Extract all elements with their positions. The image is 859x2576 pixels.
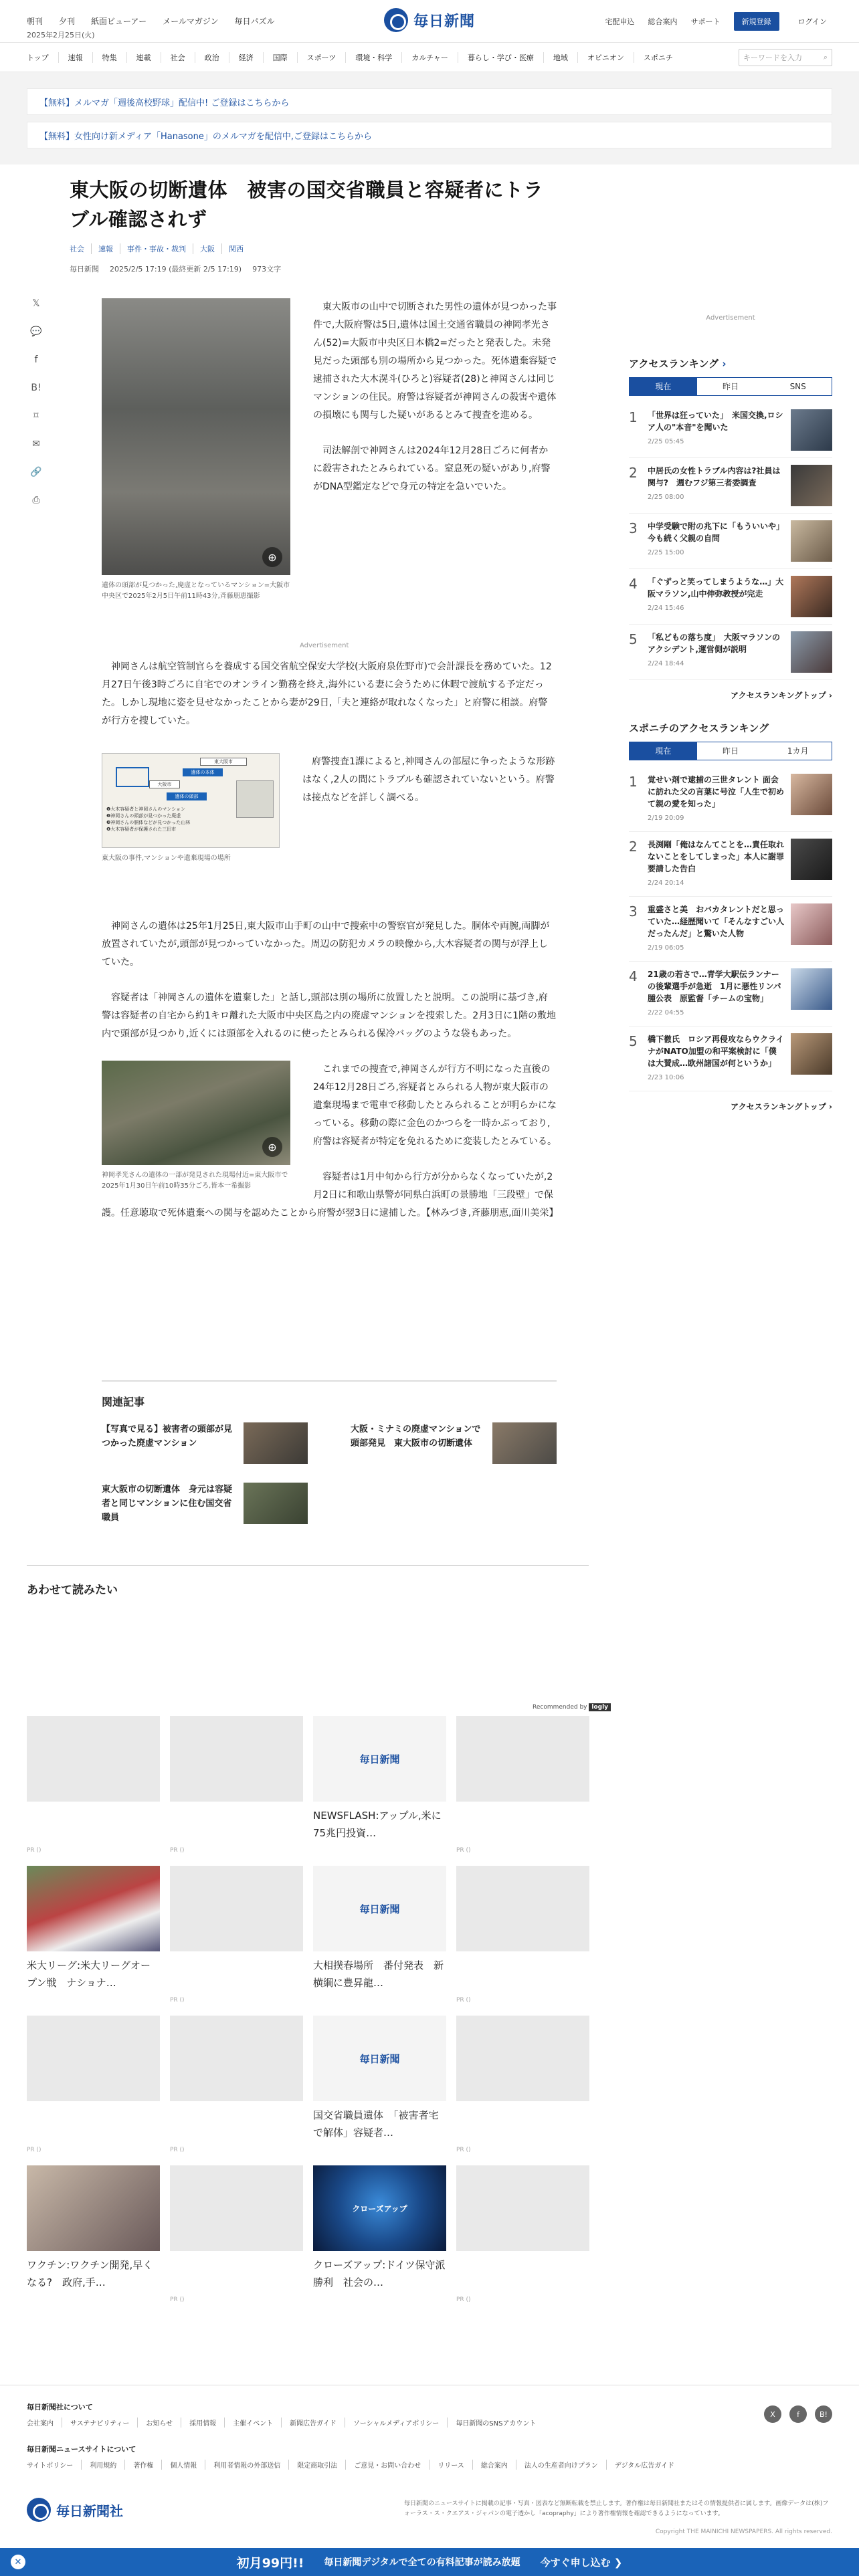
recommend-card[interactable] (313, 1716, 446, 1854)
map-legend-1: ❶大木容疑者と神岡さんのマンション (106, 807, 185, 812)
x-share-icon[interactable]: 𝕏 (32, 298, 40, 309)
photo-caption-2: 神岡孝光さんの遺体の一部が発見された現場付近=東大阪市で2025年1月30日午前10時35分ごろ,皆本一希撮影 (102, 1172, 288, 1190)
photo-caption-1: 遺体の頭部が見つかった,廃虚となっているマンション=大阪市中央区で2025年2月5日午前11時43分,斉藤朋恵撮影 (102, 582, 290, 600)
link-evening[interactable]: 夕刊 (59, 17, 76, 26)
link-puzzle[interactable]: 毎日パズル (234, 17, 275, 26)
rank-number: 5 (629, 631, 638, 647)
footer-link[interactable]: ご意見・お問い合わせ (346, 2460, 430, 2470)
footer-note: 毎日新聞のニュースサイトに掲載の記事・写真・図表など無断転載を禁止します。著作権は毎日新聞社またはその情報提供者に属します。画像データは(株)フォーラス・ス・クエアス・ジャパンの電子透かし「acopraphy」により著作権情報を確認できるようになっています。 (404, 2500, 829, 2517)
footer-link[interactable]: サイトポリシー (27, 2460, 82, 2470)
card-pr: PR () (170, 1997, 185, 2004)
card-caption: 米大リーグ:米大リーグオープン戦 ナショナ… (27, 1959, 151, 1989)
logly-logo-icon: logly (589, 1703, 611, 1711)
ranking-item[interactable] (629, 403, 832, 458)
rank-number: 2 (629, 465, 638, 481)
recommend-card[interactable] (456, 2165, 589, 2303)
recommend-card[interactable] (313, 2016, 446, 2153)
copyright: Copyright THE MAINICHI NEWSPAPERS. All rights reserved. (655, 2529, 832, 2535)
paragraph-1: 東大阪市の山中で切断された男性の遺体が見つかった事件で,大阪府警は5日,遺体は国土交通省職員の神岡孝光さん(52)=大阪市中央区日本橋2=だったと発表した。未発見だった頭部も別の場所から見つかった。死体遺棄容疑で逮捕された大木滉斗(ひろと)容疑者(28)と神岡さんは同じマンションの住民。府警は容疑者が神岡さんの殺害や遺体の損壊にも関与した疑いがあるとみて捜査を進める。 (313, 302, 557, 421)
promo-link-baseball[interactable]: 【無料】メルマガ「週後高校野球」配信中! ご登録はこちらから (27, 88, 832, 115)
card-image (27, 1866, 160, 1951)
footer-link[interactable]: 限定商取引法 (289, 2460, 346, 2470)
link-mail[interactable]: メールマガジン (163, 17, 219, 26)
card-image (313, 1716, 446, 1802)
recommend-card[interactable] (27, 1866, 160, 2004)
search-box[interactable] (739, 49, 832, 66)
rank-thumbnail (791, 903, 832, 945)
header-right-links (605, 12, 832, 31)
ranking-more-label: アクセスランキングトップ (730, 691, 826, 700)
logo-mark-icon (384, 8, 408, 32)
nav-international[interactable]: 国際 (264, 52, 298, 63)
nav-society[interactable]: 社会 (161, 52, 195, 63)
paragraph-2: 司法解剖で神岡さんは2024年12月28日ごろに何者かに殺害されたとみられている。窒息死の疑いがあり,府警がDNA型鑑定などで身元の特定を急いでいた。 (313, 445, 551, 492)
tab-sns[interactable]: SNS (789, 382, 806, 391)
related-item-title: 大阪・ミナミの廃虚マンションで頭部発見 東大阪市の切断遺体 (351, 1424, 481, 1448)
rank-number: 4 (629, 576, 638, 592)
footer-social (764, 2405, 832, 2423)
ranking-tabs (629, 377, 832, 396)
footer-link[interactable]: リリース (430, 2460, 473, 2470)
card-caption (456, 1957, 589, 1992)
article-title: 東大阪の切断遺体 被害の国交省職員と容疑者にトラブル確認されず (70, 179, 544, 231)
facebook-icon[interactable]: f (789, 2405, 807, 2423)
nav-breaking[interactable]: 速報 (59, 52, 93, 63)
nav-economy[interactable]: 経済 (229, 52, 264, 63)
card-caption: 大相撲春場所 番付発表 新横綱に豊昇龍… (313, 1959, 444, 1989)
card-pr: PR () (456, 1847, 471, 1854)
article-body-1 (102, 298, 557, 609)
recommend-title: あわせて読みたい (27, 1584, 118, 1597)
article-tags (70, 243, 558, 254)
card-image (313, 2165, 446, 2251)
rank-number: 4 (629, 968, 638, 984)
card-caption (27, 2107, 160, 2141)
sponichi-tabs (629, 742, 832, 760)
print-icon[interactable]: ⎙ (32, 495, 40, 506)
map-label-higashiosaka: 東大阪市 (200, 758, 247, 766)
link-copy-icon[interactable]: 🔗 (30, 467, 42, 477)
rank-title: 「私どもの落ち度」 大阪マラソンのアクシデント,運営側が説明 (648, 633, 781, 654)
card-caption (456, 2107, 589, 2141)
x-icon[interactable]: X (764, 2405, 781, 2423)
nav-series[interactable]: 連載 (127, 52, 161, 63)
article-header (70, 175, 558, 274)
rank-title: 21歳の若さで…青学大駅伝ランナーの後輩選手が急逝 1月に悪性リンパ腫公表 原監督「チームの宝物」 (648, 970, 781, 1003)
card-image (170, 1716, 303, 1802)
photo-figure-2 (102, 1061, 290, 1192)
sponichi-more-link[interactable] (629, 1101, 832, 1112)
banner-price: 初月99円!! (236, 2555, 304, 2571)
link-viewer[interactable]: 紙面ビューアー (91, 17, 147, 26)
footer-link[interactable]: 新聞広告ガイド (282, 2418, 345, 2428)
rank-time: 2/22 04:55 (648, 1009, 684, 1016)
recommend-card[interactable] (170, 1716, 303, 1854)
sidebar-ad-label: Advertisement (706, 314, 755, 322)
card-pr: PR () (27, 1847, 41, 1854)
ad-label-1: Advertisement (300, 642, 349, 649)
nav-politics[interactable]: 政治 (195, 52, 229, 63)
ranking-item[interactable] (629, 767, 832, 832)
ranking-heading[interactable] (629, 356, 832, 370)
paragraph-4: 府警捜査1課によると,神岡さんの部屋に争ったような形跡はなく,2人の間にトラブルも確認されていないという。府警は接点などを詳しく調べる。 (302, 756, 555, 803)
current-date: 2025年2月25日(火) (27, 31, 95, 39)
card-caption: クローズアップ:ドイツ保守派勝利 社会の… (313, 2259, 446, 2288)
nav-sports[interactable]: スポーツ (298, 52, 347, 63)
search-icon[interactable]: ⌕ (823, 52, 828, 62)
footer-site-links (27, 2460, 859, 2470)
card-image (27, 2165, 160, 2251)
rank-thumbnail (791, 631, 832, 673)
tab-now[interactable]: 現在 (630, 378, 697, 395)
recommend-section (27, 1565, 589, 1597)
related-item-title: 東大阪市の切断遺体 身元は容疑者と同じマンションに住む国交省職員 (102, 1485, 233, 1523)
rank-title: 「ぐずっと笑ってしまうような…」大阪マラソン,山中伸弥教授が完走 (648, 577, 784, 599)
footer-link[interactable]: 利用者情報の外部送信 (205, 2460, 289, 2470)
footer-link[interactable]: 毎日新聞のSNSアカウント (456, 2420, 537, 2428)
sidebar (629, 314, 832, 1132)
ranking-title: アクセスランキング (629, 358, 719, 370)
map-legend (106, 806, 276, 833)
card-pr: PR () (170, 2296, 185, 2303)
rank-thumbnail (791, 465, 832, 506)
card-caption: ワクチン:ワクチン開発,早くなる? 政府,手… (27, 2259, 153, 2288)
rank-time: 2/23 10:06 (648, 1074, 684, 1081)
recommend-card[interactable] (456, 2016, 589, 2153)
recommend-card[interactable] (456, 1866, 589, 2004)
mainichi-logo-icon: 毎日新聞 (359, 1903, 400, 1915)
related-title: 関連記事 (102, 1396, 145, 1408)
mainichi-logo-icon: 毎日新聞 (359, 1753, 400, 1765)
recommend-card[interactable] (456, 1716, 589, 1854)
recommend-card[interactable] (27, 2165, 160, 2303)
rank-number: 3 (629, 520, 638, 536)
login-button[interactable]: ログイン (797, 17, 827, 26)
ranking-item[interactable] (629, 962, 832, 1027)
map-figure (102, 753, 280, 864)
footer-link[interactable]: ソーシャルメディアポリシー (345, 2418, 448, 2428)
recommend-card[interactable] (170, 1866, 303, 2004)
comment-icon[interactable]: 💬 (30, 326, 42, 337)
related-thumbnail (244, 1483, 308, 1524)
related-articles (102, 1380, 557, 1525)
rank-thumbnail (791, 968, 832, 1010)
related-thumbnail (492, 1422, 557, 1464)
promo-area (0, 72, 859, 165)
card-image (313, 1866, 446, 1951)
footer-about-title: 毎日新聞社について (27, 2403, 93, 2411)
card-image (170, 1866, 303, 1951)
card-pr: PR () (170, 2147, 185, 2153)
nav-opinion[interactable]: オピニオン (578, 52, 634, 63)
tag-society[interactable]: 社会 (70, 243, 92, 254)
chevron-right-icon: › (829, 691, 832, 700)
main-nav (0, 43, 859, 72)
card-image (27, 2016, 160, 2101)
logo-text: 毎日新聞 (413, 12, 476, 30)
rank-time: 2/24 18:44 (648, 660, 684, 667)
recommend-card[interactable] (27, 1716, 160, 1854)
card-image (170, 2016, 303, 2101)
card-pr: PR () (170, 1847, 185, 1854)
rank-time: 2/19 20:09 (648, 815, 684, 822)
recommend-card[interactable] (313, 1866, 446, 2004)
recommend-card[interactable] (27, 2016, 160, 2153)
sponichi-ranking-heading[interactable] (629, 721, 832, 735)
zoom-icon[interactable]: ⊕ (262, 547, 282, 567)
paragraph-7: これまでの捜査で,神岡さんが行方不明になった直後の24年12月28日ごろ,容疑者とみられる人物が東大阪市の遺棄現場まで電車で移動したとみられることが明らかになっている。移動の際に金色のかつらを一時かぶっており,府警は容疑者が特定を免れるために変装したとみている。 (313, 1064, 557, 1147)
rank-thumbnail (791, 839, 832, 880)
ranking-item[interactable] (629, 897, 832, 962)
rank-time: 2/19 06:05 (648, 944, 684, 952)
article-char-count: 973文字 (252, 265, 282, 274)
map-inset-frame (116, 767, 149, 787)
article-photo-mansion[interactable] (102, 298, 290, 575)
rank-title: 長渕剛「俺はなんてことを…責任取れないことをしてしまった」本人に謝罪要請した告白 (648, 840, 785, 873)
top-links (27, 15, 275, 27)
ranking-item[interactable] (629, 1027, 832, 1091)
rank-number: 1 (629, 774, 638, 790)
recommend-grid (27, 1716, 589, 2303)
close-icon[interactable]: ✕ (11, 2555, 25, 2569)
tab-yesterday[interactable]: 昨日 (723, 382, 739, 391)
ranking-list (629, 403, 832, 680)
footer-logo[interactable] (27, 2498, 123, 2522)
tag-kansai[interactable]: 関西 (229, 245, 244, 253)
card-pr: PR () (456, 2296, 471, 2303)
nav-culture[interactable]: カルチャー (402, 52, 458, 63)
related-thumbnail (244, 1422, 308, 1464)
tab-month[interactable]: 1カ月 (787, 746, 809, 756)
recommend-card[interactable] (170, 2165, 303, 2303)
bookmark-icon[interactable]: ⌑ (33, 411, 39, 421)
rank-title: 覚せい剤で逮捕の三世タレント 面会に訪れた父の言葉に号泣「人生で初めて親の愛を知った」 (648, 775, 785, 809)
top-bar (0, 0, 859, 43)
nav-life[interactable]: 暮らし・学び・医療 (458, 52, 544, 63)
hatena-icon[interactable]: B! (31, 383, 41, 393)
rank-time: 2/24 20:14 (648, 879, 684, 887)
rank-thumbnail (791, 1033, 832, 1075)
card-image (456, 1866, 589, 1951)
card-caption (456, 2256, 589, 2291)
footer-about-links (27, 2418, 859, 2428)
map-label-body: 遺体の本体 (183, 768, 223, 776)
rank-title: 橋下徹氏 ロシア再侵攻ならウクライナがNATO加盟の和平案検討に「僕は大賛成…欧州諸国が何というか」 (648, 1035, 784, 1068)
link-support[interactable]: サポート (690, 17, 721, 26)
card-caption: 国交省職員遺体 「被害者宅で解体」容疑者… (313, 2109, 439, 2139)
related-item-title: 【写真で見る】被害者の頭部が見つかった廃虚マンション (102, 1424, 233, 1448)
card-image (456, 2016, 589, 2101)
map-label-osaka: 大阪市 (149, 780, 180, 788)
footer-link[interactable]: 利用規約 (82, 2460, 125, 2470)
site-logo[interactable] (384, 8, 475, 32)
ranking-item[interactable] (629, 514, 832, 569)
rank-title: 重盛さと美 おバカタレントだと思っていた…経歴聞いて「そんなすごい人だったんだ」と驚いた人物 (648, 905, 785, 938)
banner-message: 毎日新聞デジタルで全ての有料記事が読み放題 (324, 2557, 520, 2568)
card-caption (170, 2256, 303, 2291)
ranking-more-link[interactable] (629, 689, 832, 701)
subscribe-banner[interactable] (0, 2548, 859, 2576)
rank-title: 中居氏の女性トラブル内容は?社員は関与? 週むフジ第三者委調査 (648, 466, 781, 488)
ranking-item[interactable] (629, 625, 832, 680)
link-delivery[interactable]: 宅配申込 (605, 17, 635, 26)
article-source: 毎日新聞 (70, 265, 99, 274)
case-map[interactable] (102, 753, 280, 848)
footer-link[interactable]: 法人の生産者向けプラン (516, 2460, 607, 2470)
link-morning[interactable]: 朝刊 (27, 17, 43, 26)
footer-link[interactable]: 個人情報 (162, 2460, 205, 2470)
paragraph-6: 容疑者は「神岡さんの遺体を遺棄した」と話し,頭部は別の場所に放置したと説明。この説明に基づき,府警は容疑者の自宅から約1キロ離れた大阪市中央区島之内の廃虚マンションを捜索した。2月3日に1階の敷地内で頭部が見つかり,近くには頭部を入れるのに使ったとみられる保冷バッグのような袋もあった。 (102, 992, 556, 1039)
rank-thumbnail (791, 520, 832, 562)
footer-company-name: 毎日新聞社 (56, 2502, 123, 2519)
zoom-icon[interactable]: ⊕ (262, 1137, 282, 1157)
facebook-icon[interactable]: f (34, 354, 38, 365)
related-item[interactable] (351, 1422, 557, 1464)
nav-top[interactable]: トップ (27, 52, 59, 63)
logo-mark-icon (27, 2498, 51, 2522)
rank-time: 2/25 15:00 (648, 549, 684, 556)
rank-thumbnail (791, 774, 832, 815)
card-image (27, 1716, 160, 1802)
rank-number: 5 (629, 1033, 638, 1049)
related-item[interactable] (102, 1422, 308, 1464)
ranking-item[interactable] (629, 832, 832, 897)
card-image (456, 1716, 589, 1802)
ranking-item[interactable] (629, 458, 832, 514)
mainichi-logo-icon: 毎日新聞 (359, 2052, 400, 2065)
map-label-head: 遺体の頭部 (167, 792, 207, 800)
map-legend-2: ❷神岡さんの頭部が見つかった廃虚 (106, 813, 181, 819)
ranking-item[interactable] (629, 569, 832, 625)
nav-science[interactable]: 環境・科学 (346, 52, 402, 63)
card-pr: PR () (27, 2147, 41, 2153)
card-image (456, 2165, 589, 2251)
card-caption (170, 1807, 303, 1842)
card-image (313, 2016, 446, 2101)
photo-figure-1 (102, 298, 290, 602)
tab-now[interactable]: 現在 (630, 742, 697, 760)
footer-link[interactable]: サステナビリティー (62, 2418, 138, 2428)
nav-region[interactable]: 地域 (544, 52, 578, 63)
card-caption (170, 1957, 303, 1992)
recommended-by[interactable] (533, 1704, 611, 1711)
card-caption (456, 1807, 589, 1842)
paragraph-3: 神岡さんは航空管制官らを養成する国交省航空保安大学校(大阪府泉佐野市)で会計課長を務めていた。12月27日午後3時ごろに自宅でのオンライン勤務を終え,海外にいる妻に会うために休暇で渡航する予定だった。しかし現地に姿を見せなかったことから妻が29日,「夫と連絡が取れなくなった」と府警に相談。府警が行方を捜していた。 (102, 661, 552, 726)
chevron-right-icon: › (722, 358, 727, 370)
rank-title: 中学受験で附の兆下に「もういいや」 今も続く父親の自問 (648, 522, 789, 543)
footer-link[interactable]: 採用情報 (181, 2418, 225, 2428)
hatena-icon[interactable]: B! (815, 2405, 832, 2423)
rank-title: 「世界は狂っていた」 米国交換,ロシア人の"本音"を聞いた (648, 411, 783, 432)
card-caption (27, 1807, 160, 1842)
recommend-card[interactable] (313, 2165, 446, 2303)
tag-osaka[interactable]: 大阪 (193, 243, 222, 254)
card-caption: NEWSFLASH:アップル,米に75兆円投資… (313, 1810, 442, 1839)
sponichi-list (629, 767, 832, 1091)
link-info[interactable]: 総合案内 (648, 17, 678, 26)
tag-incidents[interactable]: 事件・事故・裁判 (120, 243, 193, 254)
sponichi-more-label: アクセスランキングトップ (730, 1102, 826, 1111)
register-button[interactable]: 新規登録 (734, 12, 779, 31)
recommend-card[interactable] (170, 2016, 303, 2153)
article-date: 2025/2/5 17:19 (最終更新 2/5 17:19) (110, 265, 242, 274)
rank-thumbnail (791, 576, 832, 617)
nav-feature[interactable]: 特集 (93, 52, 127, 63)
rank-thumbnail (791, 409, 832, 451)
paragraph-8: 容疑者は1月中旬から行方が分からなくなっていたが,2月2日に和歌山県警が同県白浜町の景勝地「三段壁」で保護。任意聴取で死体遺棄への関与を認めたことから府警が翌3日に逮捕した。【林みづき,斉藤朋恵,面川美栄】 (102, 1172, 559, 1218)
rank-number: 3 (629, 903, 638, 920)
mail-icon[interactable]: ✉ (32, 439, 40, 449)
rank-number: 2 (629, 839, 638, 855)
paragraph-5: 神岡さんの遺体は25年1月25日,東大阪市山手町の山中で捜索中の警察官が発見した。胴体や両腕,両脚が放置されていたが,頭部が見つかっていなかった。周辺の防犯カメラの映像から,大木容疑者の関与が浮上していた。 (102, 921, 550, 968)
footer-link[interactable]: 著作権 (125, 2460, 162, 2470)
tag-breaking[interactable]: 速報 (92, 243, 120, 254)
footer-link[interactable]: 会社案内 (27, 2418, 62, 2428)
search-input[interactable]: キーワードを入力 (743, 53, 802, 62)
article-meta (70, 263, 558, 274)
footer-link[interactable]: お知らせ (138, 2418, 181, 2428)
chevron-right-icon: › (829, 1102, 832, 1111)
rank-time: 2/25 08:00 (648, 494, 684, 501)
footer-link[interactable]: 主催イベント (225, 2418, 282, 2428)
map-legend-3: ❸神岡さんの胴体などが見つかった山林 (106, 820, 191, 825)
related-item[interactable] (102, 1483, 308, 1525)
share-bar (29, 297, 43, 507)
footer-site-title: 毎日新聞ニュースサイトについて (27, 2445, 136, 2454)
map-legend-4: ❹大木容疑者が保護された三田市 (106, 827, 177, 832)
tab-yesterday[interactable]: 昨日 (723, 746, 739, 756)
card-caption (170, 2107, 303, 2141)
banner-cta-button[interactable]: 今すぐ申し込む ❯ (540, 2556, 623, 2569)
rank-number: 1 (629, 409, 638, 425)
recommended-by-label: Recommended by (533, 1704, 587, 1711)
card-pr: PR () (456, 1997, 471, 2004)
card-pr: PR () (456, 2147, 471, 2153)
nav-sponichi[interactable]: スポニチ (643, 53, 673, 62)
article-photo-forest[interactable] (102, 1061, 290, 1165)
map-caption: 東大阪の事件,マンションや遺棄現場の場所 (102, 855, 231, 862)
closeup-label: クローズアップ (352, 2204, 407, 2214)
promo-link-hanasone[interactable]: 【無料】女性向け新メディア「Hanasone」のメルマガを配信中,ご登録はこちらから (27, 122, 832, 148)
card-image (170, 2165, 303, 2251)
sponichi-ranking-title: スポニチのアクセスランキング (629, 722, 769, 734)
footer-link[interactable]: 総合案内 (473, 2460, 516, 2470)
rank-time: 2/24 15:46 (648, 605, 684, 612)
rank-time: 2/25 05:45 (648, 438, 684, 445)
footer-link[interactable]: デジタル広告ガイド (614, 2462, 674, 2470)
article-body-2 (102, 658, 557, 1222)
